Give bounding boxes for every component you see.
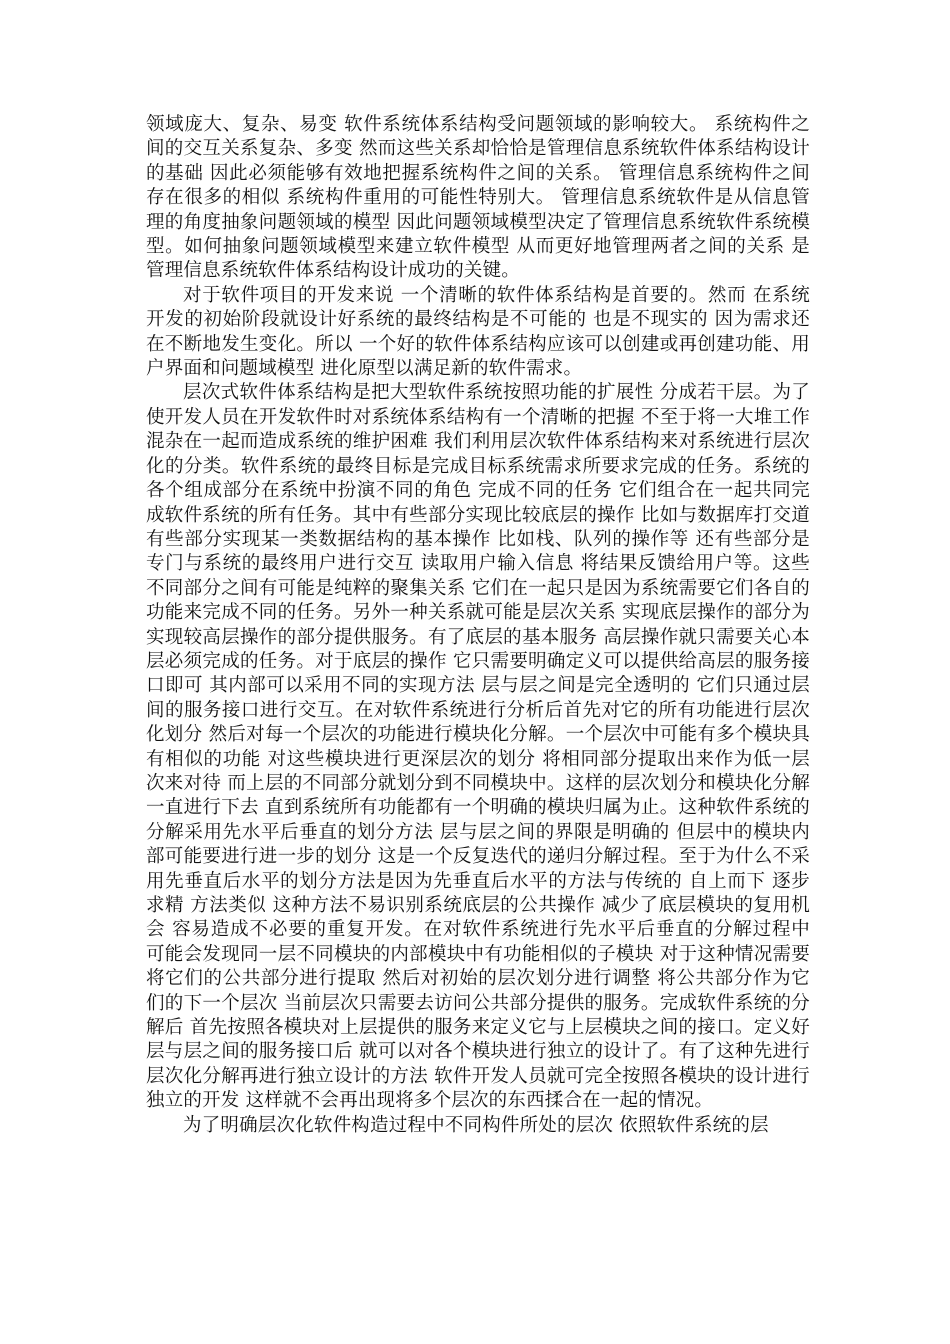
- body-text: [146, 113, 810, 1138]
- paragraph-architecture-importance: 对于软件项目的开发来说 一个清晰的软件体系结构是首要的。然而 在系统开发的初始阶段就设计好系统的最终结构是不可能的 也是不现实的 因为需求还在不断地发生变化。所以 一个好的软件体系结构应该可以创建或再创建功能、用户界面和问题域模型 进化原型以满足新的软件需求。: [146, 284, 810, 380]
- paragraph-domain-complexity: 领域庞大、复杂、易变 软件系统体系结构受问题领域的影响较大。 系统构件之间的交互关系复杂、多变 然而这些关系却恰恰是管理信息系统软件体系结构设计的基础 因此必须能够有效地把握系统构件之间的关系。 管理信息系统构件之间存在很多的相似 系统构件重用的可能性特别大。 管理信息系统软件是从信息管理的角度抽象问题领域的模型 因此问题领域模型决定了管理信息系统软件系统模型。如何抽象问题领域模型来建立软件模型 从而更好地管理两者之间的关系 是管理信息系统软件体系结构设计成功的关键。: [146, 114, 810, 282]
- paragraph-layer-definition: 为了明确层次化软件构造过程中不同构件所处的层次 依照软件系统的层: [183, 1114, 769, 1136]
- paragraph-layered-architecture: 层次式软件体系结构是把大型软件系统按照功能的扩展性 分成若干层。为了使开发人员在开发软件时对系统体系结构有一个清晰的把握 不至于将一大堆工作混杂在一起而造成系统的维护困难 我们利用层次软件体系结构来对系统进行层次化的分类。软件系统的最终目标是完成目标系统需求所要求完成的任务。系统的各个组成部分在系统中扮演不同的角色 完成不同的任务 它们组合在一起共同完成软件系统的所有任务。其中有些部分实现比较底层的操作 比如与数据库打交道 有些部分实现某一类数据结构的基本操作 比如栈、队列的操作等 还有些部分是专门与系统的最终用户进行交互 读取用户输入信息 将结果反馈给用户等。这些不同部分之间有可能是纯粹的聚集关系 它们在一起只是因为系统需要它们各自的功能来完成不同的任务。另外一种关系就可能是层次关系 实现底层操作的部分为实现较高层操作的部分提供服务。有了底层的基本服务 高层操作就只需要关心本层必须完成的任务。对于底层的操作 它只需要明确定义可以提供给高层的服务接口即可 其内部可以采用不同的实现方法 层与层之间是完全透明的 它们只通过层间的服务接口进行交互。在对软件系统进行分析后首先对它的所有功能进行层次化划分 然后对每一个层次的功能进行模块化分解。一个层次中可能有多个模块具有相似的功能 对这些模块进行更深层次的划分 将相同部分提取出来作为低一层次来对待 而上层的不同部分就划分到不同模块中。这样的层次划分和模块化分解一直进行下去 直到系统所有功能都有一个明确的模块归属为止。这种软件系统的分解采用先水平后垂直的划分方法 层与层之间的界限是明确的 但层中的模块内部可能要进行进一步的划分 这是一个反复迭代的递归分解过程。至于为什么不采用先垂直后水平的划分方法是因为先垂直后水平的方法与传统的 自上而下 逐步求精 方法类似 这种方法不易识别系统底层的公共操作 减少了底层模块的复用机会 容易造成不必要的重复开发。在对软件系统进行先水平后垂直的分解过程中 可能会发现同一层不同模块的内部模块中有功能相似的子模块 对于这种情况需要将它们的公共部分进行提取 然后对初始的层次划分进行调整 将公共部分作为它们的下一个层次 当前层次只需要去访问公共部分提供的服务。完成软件系统的分解后 首先按照各模块对上层提供的服务来定义它与上层模块之间的接口。定义好层与层之间的服务接口后 就可以对各个模块进行独立的设计了。有了这种先进行层次化分解再进行独立设计的方法 软件开发人员就可完全按照各模块的设计进行独立的开发 这样就不会再出现将多个层次的东西揉合在一起的情况。: [146, 382, 810, 1112]
